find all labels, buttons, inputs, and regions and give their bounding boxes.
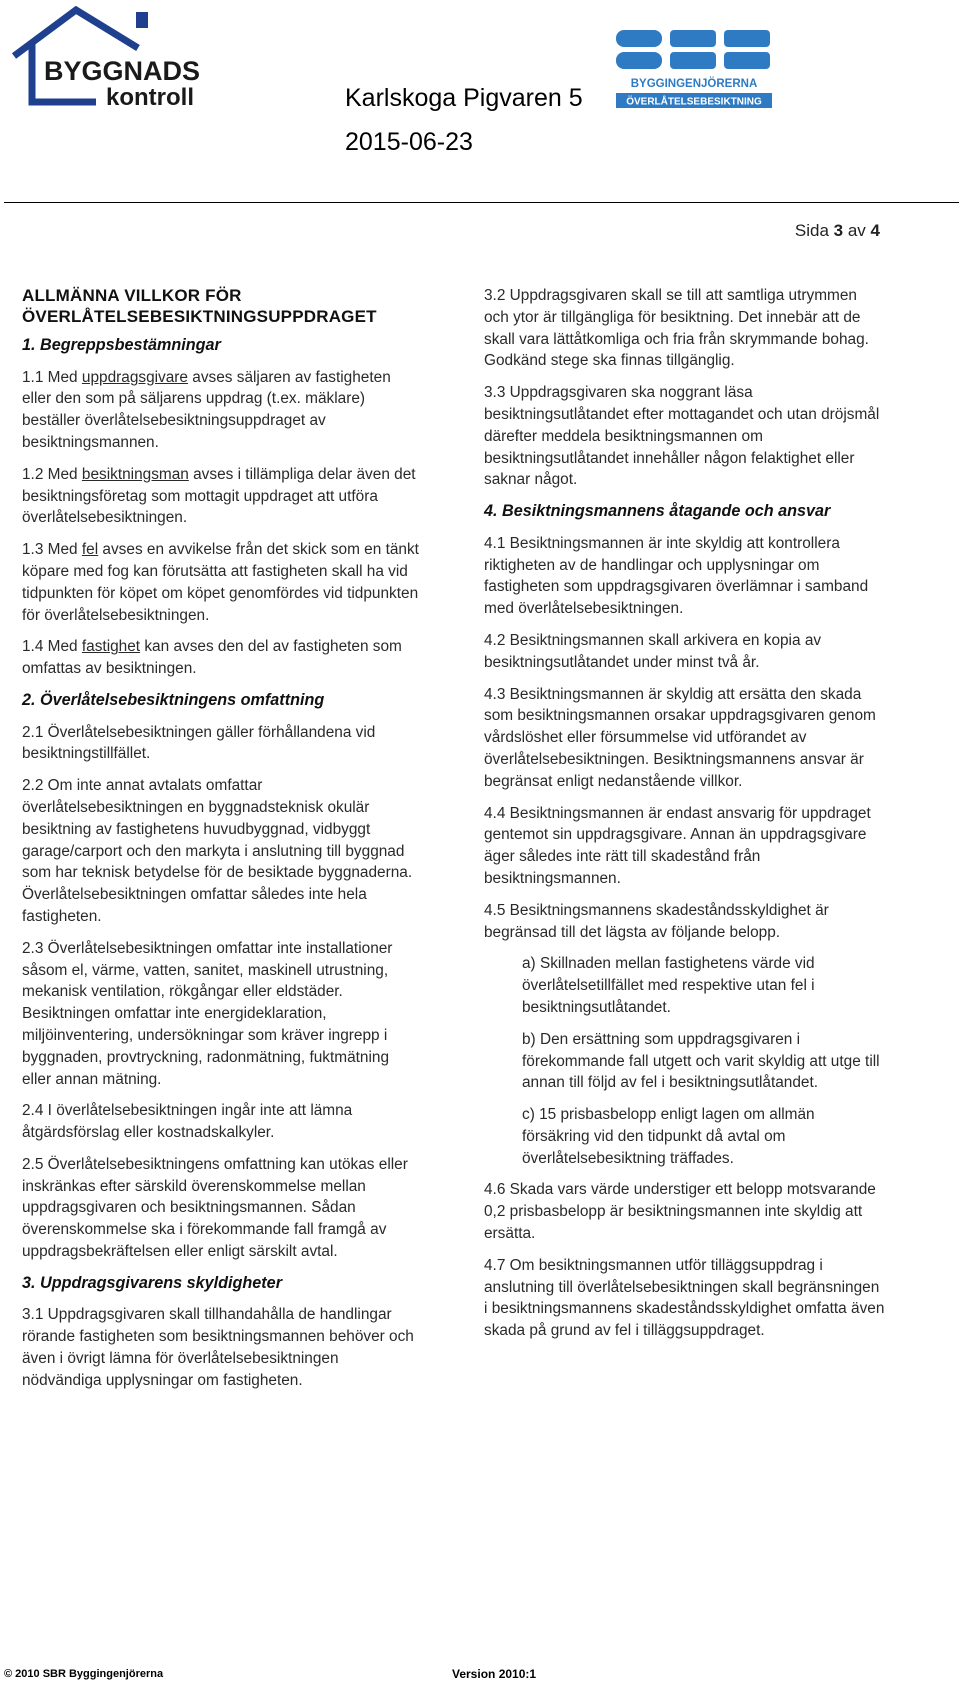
paragraph-4-5: 4.5 Besiktningsmannens skadeståndsskyldighet är begränsad till det lägsta av följande belopp.: [484, 901, 829, 941]
section-3-heading: 3. Uppdragsgivarens skyldigheter: [22, 1273, 282, 1292]
page-indicator: [795, 221, 880, 241]
paragraph-3-1: 3.1 Uppdragsgivaren skall tillhandahålla de handlingar rörande fastigheten som besiktningsmannen behöver och även i övrigt lämna för överlåtelsebesiktningen nödvändiga upplysningar om fastigheten.: [22, 1306, 414, 1389]
page-prefix: Sida: [794, 221, 834, 240]
footer-version: Version 2010:1: [452, 1667, 537, 1681]
section-2-heading: 2. Överlåtelsebesiktningens omfattning: [22, 690, 325, 709]
document-title: Karlskoga Pigvaren 5: [345, 84, 583, 112]
header-divider: [4, 202, 959, 203]
page-current: 3: [833, 221, 844, 240]
footer-copyright: © 2010 SBR Byggingenjörerna: [4, 1668, 164, 1680]
paragraph-1-3: 1.3 Med fel avses en avvikelse från det skick som en tänkt köpare med fog kan förutsätta att fastigheten skall ha vid tidpunkten för köpet om köpet genomfördes vid tidpunkten för överlåtelsebesiktningen.: [22, 541, 419, 624]
paragraph-2-3: 2.3 Överlåtelsebesiktningen omfattar inte installationer såsom el, värme, vatten, sanitet, maskinell utrustning, mekanisk ventilation, rökgångar eller eldstäder. Besiktningen omfattar inte energideklaration, miljöinventering, undersökningar som kräver ingrepp i byggnaden, provtryckning, radonmätning, fuktmätning eller annan mätning.: [22, 939, 393, 1088]
logo-text-byggnads: BYGGNADS: [44, 56, 201, 86]
paragraph-2-1: 2.1 Överlåtelsebesiktningen gäller förhållandena vid besiktningstillfället.: [22, 723, 376, 763]
paragraph-4-5-c: c) 15 prisbasbelopp enligt lagen om allmän försäkring vid den tidpunkt då avtal om överlåtelsebesiktning träffades.: [522, 1106, 815, 1167]
paragraph-4-5-a: a) Skillnaden mellan fastighetens värde vid överlåtelsetillfället med respektive utan fel i besiktningsutlåtandet.: [522, 955, 815, 1016]
term-fel: fel: [81, 541, 99, 559]
term-fastighet: fastighet: [81, 638, 141, 656]
paragraph-4-4: 4.4 Besiktningsmannen är endast ansvarig för uppdraget gentemot sin uppdragsgivare. Annan än uppdragsgivare äger således inte rätt till skadestånd från besiktningsmannen.: [484, 804, 871, 887]
section-4-heading: 4. Besiktningsmannens åtagande och ansvar: [484, 502, 831, 521]
term-uppdragsgivare: uppdragsgivare: [81, 368, 188, 386]
page-middle: av: [843, 221, 871, 240]
paragraph-2-2: 2.2 Om inte annat avtalats omfattar överlåtelsebesiktningen en byggnadsteknisk okulär besiktning av fastighetens huvudbyggnad, vidbyggt garage/carport och den markyta i anslutning till byggnad som har teknisk betydelse för de besiktade byggnaderna. Överlåtelsebesiktningen omfattar således inte hela fastigheten.: [22, 777, 413, 925]
paragraph-1-4: 1.4 Med fastighet kan avses den del av fastigheten som omfattas av besiktningen.: [22, 638, 402, 678]
paragraph-4-5-b: b) Den ersättning som uppdragsgivaren i förekommande fall utgett och varit skyldig att utge till annan till följd av fel i besiktningsutlåtandet.: [522, 1030, 880, 1092]
document-date: 2015-06-23: [345, 128, 473, 156]
paragraph-4-3: 4.3 Besiktningsmannen är skyldig att ersätta den skada som besiktningsmannen orsakar uppdragsgivaren genom vårdslöshet eller försummelse vid utförandet av överlåtelsebesiktningen. Besiktningsmannens ansvar är begränsat enligt nedanstående villkor.: [484, 685, 876, 790]
paragraph-3-2: 3.2 Uppdragsgivaren skall se till att samtliga utrymmen och ytor är tillgängliga för besiktning. Det innebär att de skall vara lättåtkomliga och fria från skrymmande bohag. Godkänd stege ska finnas tillgänglig.: [484, 287, 869, 370]
paragraph-4-6: 4.6 Skada vars värde understiger ett belopp motsvarande 0,2 prisbasbelopp är besiktningsmannen inte skyldig att ersätta.: [484, 1181, 876, 1243]
sbr-logo-text-2: ÖVERLÅTELSEBESIKTNING: [626, 96, 762, 108]
sbr-logo: [616, 30, 772, 110]
paragraph-4-2: 4.2 Besiktningsmannen skall arkivera en kopia av besiktningsutlåtandet under minst två år.: [484, 631, 822, 671]
paragraph-2-4: 2.4 I överlåtelsebesiktningen ingår inte att lämna åtgärdsförslag eller kostnadskalkyler.: [22, 1102, 353, 1142]
paragraph-4-1: 4.1 Besiktningsmannen är inte skyldig att kontrollera riktigheten av de handlingar och upplysningar om fastigheten som uppdragsgivaren överlämnar i samband med överlåtelsebesiktningen.: [484, 534, 869, 618]
paragraph-1-1: 1.1 Med uppdragsgivare avses säljaren av fastigheten eller den som på säljarens uppdrag (t.ex. mäklare) beställer överlåtelsebesiktningsuppdraget av besiktningsmannen.: [22, 368, 391, 451]
paragraph-3-3: 3.3 Uppdragsgivaren ska noggrant läsa besiktningsutlåtandet efter mottagandet och utan dröjsmål därefter meddela besiktningsmannen om besiktningsutlåtandet innehåller någon felaktighet eller saknar något.: [484, 384, 880, 489]
paragraph-4-7: 4.7 Om besiktningsmannen utför tilläggsuppdrag i anslutning till överlåtelsebesiktningen skall begränsningen i besiktningsmannens skadeståndsskyldighet omfatta även skada på grund av fel i tilläggsuppdraget.: [484, 1256, 885, 1340]
sbr-logo-text-1: BYGGINGENJÖRERNA: [630, 78, 758, 90]
left-column: [22, 285, 422, 1402]
term-besiktningsman: besiktningsman: [81, 465, 189, 483]
paragraph-2-5: 2.5 Överlåtelsebesiktningens omfattning kan utökas eller inskränkas efter särskild överenskommelse mellan uppdragsgivaren och besiktningsmannen. Sådan överenskommelse ska i förekommande fall framgå av uppdragsbekräftelsen eller enligt särskilt avtal.: [22, 1155, 408, 1261]
byggnadskontroll-logo: [10, 6, 216, 110]
page-total: 4: [870, 221, 880, 240]
section-1-heading: 1. Begreppsbestämningar: [22, 336, 221, 354]
logo-text-kontroll: kontroll: [106, 84, 194, 110]
paragraph-1-2: 1.2 Med besiktningsman avses i tillämpliga delar även det besiktningsföretag som mottagit uppdraget att utföra överlåtelsebesiktningen.: [22, 465, 416, 527]
right-column: [484, 285, 886, 1352]
terms-title: ALLMÄNNA VILLKOR FÖR ÖVERLÅTELSEBESIKTNINGSUPPDRAGET: [22, 286, 377, 326]
